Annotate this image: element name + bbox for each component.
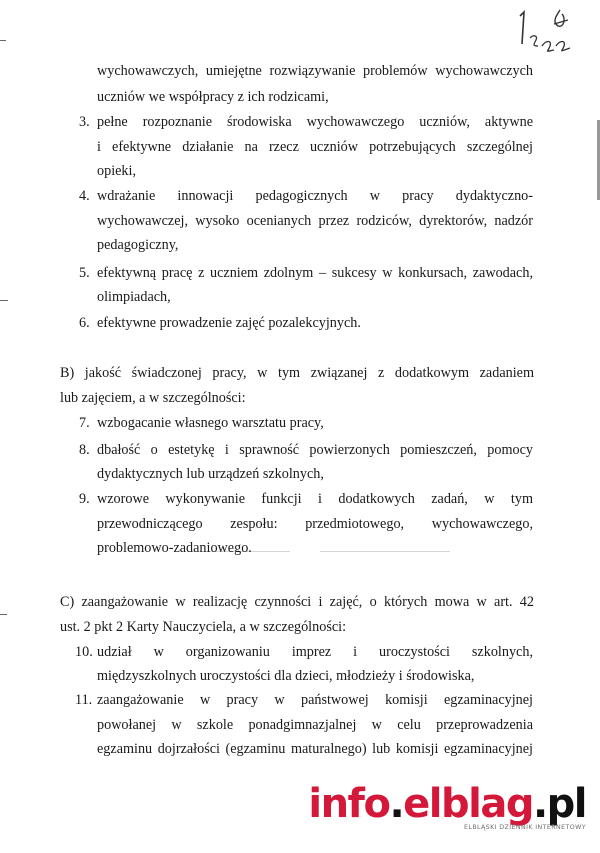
- list-item-number: 10.: [75, 644, 93, 660]
- text-line: udział w organizowaniu imprez i uroczystości szkolnych,: [97, 644, 533, 660]
- watermark-logo: info.elblag.pl: [308, 781, 586, 827]
- text-line: dydaktycznych lub urządzeń szkolnych,: [97, 466, 324, 482]
- site-watermark: [308, 781, 586, 831]
- handwritten-annotation-icon: [472, 6, 582, 66]
- text-line: wzorowe wykonywanie funkcji i dodatkowych zadań, w tym: [97, 491, 533, 507]
- scan-edge-mark: [0, 40, 6, 41]
- text-line: efektywną pracę z uczniem zdolnym – sukcesy w konkursach, zawodach,: [97, 265, 533, 281]
- text-line: powołanej w szkole ponadgimnazjalnej w celu przeprowadzenia: [97, 717, 533, 733]
- text-line: opieki,: [97, 163, 137, 179]
- scan-edge-mark: [0, 614, 7, 615]
- text-line: wdrażanie innowacji pedagogicznych w pracy dydaktyczno-: [97, 188, 533, 204]
- text-line: egzaminu dojrzałości (egzaminu maturalnego) lub komisji egzaminacyjnej: [97, 741, 533, 757]
- text-line: uczniów we współpracy z ich rodzicami,: [97, 89, 329, 105]
- text-line: wzbogacanie własnego warsztatu pracy,: [97, 415, 324, 431]
- list-item-number: 6.: [79, 315, 90, 331]
- list-item-number: 4.: [79, 188, 90, 204]
- text-line: efektywne prowadzenie zajęć pozalekcyjnych.: [97, 315, 361, 331]
- text-line: lub zajęciem, a w szczególności:: [60, 390, 246, 406]
- scan-edge-mark: [0, 300, 8, 301]
- list-item-number: 11.: [75, 692, 93, 708]
- text-line: problemowo-zadaniowego.: [97, 540, 252, 556]
- watermark-tagline: ELBLĄSKI DZIENNIK INTERNETOWY: [464, 824, 586, 831]
- text-line: i efektywne działanie na rzecz uczniów potrzebujących szczególnej: [97, 139, 533, 155]
- list-item-number: 9.: [79, 491, 90, 507]
- text-line: C) zaangażowanie w realizację czynności i zajęć, o których mowa w art. 42: [60, 594, 534, 610]
- text-line: międzyszkolnych uroczystości dla dzieci, młodzieży i środowiska,: [97, 668, 475, 684]
- list-item-number: 7.: [79, 415, 90, 431]
- text-line: zaangażowanie w pracy w państwowej komisji egzaminacyjnej: [97, 692, 533, 708]
- text-line: B) jakość świadczonej pracy, w tym związanej z dodatkowym zadaniem: [60, 365, 534, 381]
- list-item-number: 3.: [79, 114, 90, 130]
- text-line: dbałość o estetykę i sprawność powierzonych pomieszczeń, pomocy: [97, 442, 533, 458]
- text-line: pełne rozpoznanie środowiska wychowawczego uczniów, aktywne: [97, 114, 533, 130]
- text-line: wychowawczej, wysoko ocenianych przez rodziców, dyrektorów, nadzór: [97, 213, 533, 229]
- list-item-number: 5.: [79, 265, 90, 281]
- text-line: ust. 2 pkt 2 Karty Nauczyciela, a w szczególności:: [60, 619, 347, 635]
- list-item-number: 8.: [79, 442, 90, 458]
- text-line: wychowawczych, umiejętne rozwiązywanie problemów wychowawczych: [97, 63, 533, 79]
- scan-artifact: [320, 551, 450, 552]
- text-line: pedagogiczny,: [97, 237, 179, 253]
- text-line: przewodniczącego zespołu: przedmiotowego, wychowawczego,: [97, 516, 533, 532]
- text-line: olimpiadach,: [97, 289, 171, 305]
